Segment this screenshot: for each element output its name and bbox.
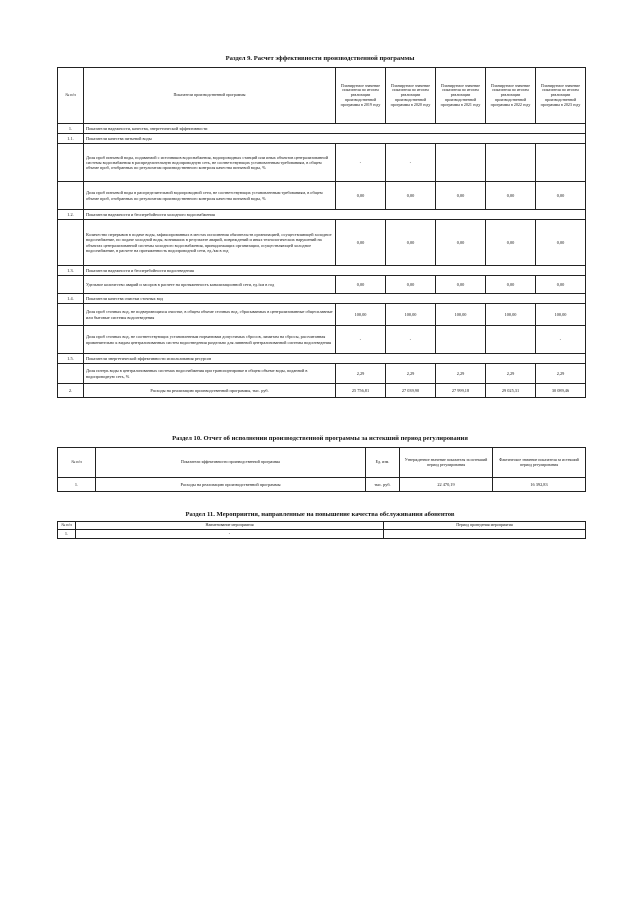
row-value-2020: 0,00 bbox=[386, 182, 436, 210]
row-value-2020: - bbox=[386, 144, 436, 182]
section-11-title: Раздел 11. Мероприятия, направленные на повышение качества обслуживания абонентов bbox=[185, 511, 455, 518]
row-number bbox=[58, 364, 84, 384]
row-value-2021: 2,29 bbox=[436, 364, 486, 384]
section-10-heading-wrap bbox=[0, 435, 640, 442]
report-table bbox=[57, 447, 586, 492]
row-value-2019: 0,00 bbox=[336, 220, 386, 266]
row-value-2019: 25 756,81 bbox=[336, 384, 386, 398]
measures-col-period: Период проведения мероприятия bbox=[384, 522, 586, 530]
table-row bbox=[58, 530, 586, 539]
row-indicator: Показатели качества питьевой воды bbox=[84, 134, 586, 144]
row-value-2020: - bbox=[386, 326, 436, 354]
row-value-2022: 0,00 bbox=[486, 220, 536, 266]
row-indicator: Доля потерь воды в централизованных системах водоснабжения при транспортировке в общем объеме воды, поданной в водопроводную сеть, % bbox=[84, 364, 336, 384]
table-row bbox=[58, 364, 586, 384]
table-row bbox=[58, 276, 586, 294]
row-indicator: Удельное количество аварий и засоров в расчете на протяженность канализационной сети, ед./км в год bbox=[84, 276, 336, 294]
report-col-indicator: Показатели эффективности производственной программы bbox=[96, 448, 366, 478]
row-value-2019: 0,00 bbox=[336, 276, 386, 294]
col-2022-header: Планируемое значение показателя по итогам реализации производственной программы в 2022 году bbox=[486, 68, 536, 124]
row-value-2020: 2,29 bbox=[386, 364, 436, 384]
row-value-2020: 27 039,90 bbox=[386, 384, 436, 398]
row-number bbox=[58, 326, 84, 354]
section-11-heading-wrap bbox=[0, 511, 640, 518]
col-2019-header: Планируемое значение показателя по итогам реализации производственной программы в 2019 году bbox=[336, 68, 386, 124]
row-indicator: Количество перерывов в подаче воды, зафиксированных в местах исполнения обязательств организацией, осуществляющей холодное водоснабжение, по подаче холодной воды, возникших в результате аварий, повреждений и иных технологических нарушений на объектах централизованной системы холодного водоснабжения, принадлежащих организации, осуществляющей холодное водоснабжение, в расчете на протяженность водопроводной сети, ед./км в год bbox=[84, 220, 336, 266]
report-row-num: 1. bbox=[58, 478, 96, 492]
table-row bbox=[58, 124, 586, 134]
row-value-2019: 0,00 bbox=[336, 182, 386, 210]
table-row bbox=[58, 294, 586, 304]
table-row bbox=[58, 304, 586, 326]
table-row bbox=[58, 478, 586, 492]
col-2020-header: Планируемое значение показателя по итогам реализации производственной программы в 2020 году bbox=[386, 68, 436, 124]
row-value-2021: 27 999,18 bbox=[436, 384, 486, 398]
row-value-2021: 0,00 bbox=[436, 220, 486, 266]
report-row-label: Расходы на реализацию производственной программы bbox=[96, 478, 366, 492]
row-value-2020: 0,00 bbox=[386, 276, 436, 294]
row-number: 1.4. bbox=[58, 294, 84, 304]
row-value-2019: - bbox=[336, 326, 386, 354]
row-value-2021: 100,00 bbox=[436, 304, 486, 326]
row-value-2021: 0,00 bbox=[436, 182, 486, 210]
row-value-2019: 100,00 bbox=[336, 304, 386, 326]
efficiency-table-body bbox=[58, 124, 586, 398]
row-value-2023: 30 089,46 bbox=[536, 384, 586, 398]
row-value-2022: 29 025,31 bbox=[486, 384, 536, 398]
table-row bbox=[58, 354, 586, 364]
row-value-2022: 2,29 bbox=[486, 364, 536, 384]
table-row bbox=[58, 144, 586, 182]
row-number bbox=[58, 304, 84, 326]
row-number bbox=[58, 220, 84, 266]
row-value-2022: 0,00 bbox=[486, 182, 536, 210]
table-row bbox=[58, 326, 586, 354]
row-value-2023: 0,00 bbox=[536, 182, 586, 210]
row-value-2022 bbox=[486, 326, 536, 354]
table-row bbox=[58, 220, 586, 266]
report-col-planned: Утвержденное значение показателя за истекший период регулирования bbox=[400, 448, 493, 478]
measures-header-row bbox=[58, 522, 586, 530]
report-col-actual: Фактическое значение показателя за истекший период регулирования bbox=[493, 448, 586, 478]
efficiency-table bbox=[57, 67, 586, 398]
section-9-title: Раздел 9. Расчет эффективности производственной программы bbox=[225, 55, 415, 62]
row-indicator: Доля проб питьевой воды, подаваемой с источников водоснабжения, водопроводных станций или иных объектов централизованной системы водоснабжения в распределительную водопроводную сеть, не соответствующих установленным требованиям, в общем объеме проб, отобранных по результатам производственного контроля качества питьевой воды, % bbox=[84, 144, 336, 182]
row-indicator: Показатели надежности и бесперебойности холодного водоснабжения bbox=[84, 210, 586, 220]
row-value-2023 bbox=[536, 144, 586, 182]
row-number: 1.5. bbox=[58, 354, 84, 364]
measures-row-name: - bbox=[76, 530, 384, 539]
table-row bbox=[58, 182, 586, 210]
section-9-heading-wrap bbox=[0, 55, 640, 62]
table-row bbox=[58, 210, 586, 220]
col-num-header: № п/п bbox=[58, 68, 84, 124]
row-indicator: Показатели качества очистки сточных вод bbox=[84, 294, 586, 304]
row-indicator: Доля проб питьевой воды в распределительной водопроводной сети, не соответствующих установленным требованиям, в общем объеме проб, отобранных по результатам производственного контроля качества питьевой воды, % bbox=[84, 182, 336, 210]
row-value-2022 bbox=[486, 144, 536, 182]
measures-table bbox=[57, 521, 586, 539]
row-number bbox=[58, 144, 84, 182]
row-indicator: Показатели надежности и бесперебойности водоотведения bbox=[84, 266, 586, 276]
table-row bbox=[58, 266, 586, 276]
row-value-2023: 0,00 bbox=[536, 276, 586, 294]
row-value-2023: - bbox=[536, 326, 586, 354]
report-col-num: № п/п bbox=[58, 448, 96, 478]
row-number bbox=[58, 182, 84, 210]
row-number: 1. bbox=[58, 124, 84, 134]
col-indicator-header: Показатели производственной программы bbox=[84, 68, 336, 124]
row-indicator: Доля проб сточных вод, не соответствующих установленным нормативам допустимых сбросов, лимитам на сбросы, рассчитанная применительно к видам централизованных систем водоотведения раздельно для ливневой централизованной системы водоотведения bbox=[84, 326, 336, 354]
row-value-2020: 0,00 bbox=[386, 220, 436, 266]
row-indicator: Расходы на реализацию производственной программы, тыс. руб. bbox=[84, 384, 336, 398]
report-row-unit: тыс. руб. bbox=[366, 478, 400, 492]
measures-col-num: № п/п bbox=[58, 522, 76, 530]
row-number: 1.3. bbox=[58, 266, 84, 276]
table-row bbox=[58, 384, 586, 398]
report-row-planned: 22 470,19 bbox=[400, 478, 493, 492]
row-value-2022: 100,00 bbox=[486, 304, 536, 326]
report-col-unit: Ед. изм. bbox=[366, 448, 400, 478]
efficiency-header-row bbox=[58, 68, 586, 124]
row-number bbox=[58, 276, 84, 294]
row-value-2023: 2,29 bbox=[536, 364, 586, 384]
row-value-2021 bbox=[436, 326, 486, 354]
col-2021-header: Планируемое значение показателя по итогам реализации производственной программы в 2021 году bbox=[436, 68, 486, 124]
row-value-2023: 0,00 bbox=[536, 220, 586, 266]
row-number: 2. bbox=[58, 384, 84, 398]
report-row-actual: 16 392,83 bbox=[493, 478, 586, 492]
measures-col-name: Наименование мероприятия bbox=[76, 522, 384, 530]
col-2023-header: Планируемое значение показателя по итогам реализации производственной программы в 2023 году bbox=[536, 68, 586, 124]
measures-row-period bbox=[384, 530, 586, 539]
row-indicator: Доля проб сточных вод, не подвергающихся очистке, в общем объеме сточных вод, сбрасываемых в централизованные общесплавные или бытовые системы водоотведения bbox=[84, 304, 336, 326]
row-value-2019: - bbox=[336, 144, 386, 182]
row-value-2019: 2,29 bbox=[336, 364, 386, 384]
row-value-2023: 100,00 bbox=[536, 304, 586, 326]
row-value-2021: 0,00 bbox=[436, 276, 486, 294]
row-value-2020: 100,00 bbox=[386, 304, 436, 326]
section-10-title: Раздел 10. Отчет об исполнении производственной программы за истекший период регулирования bbox=[172, 435, 468, 442]
row-value-2021 bbox=[436, 144, 486, 182]
report-header-row bbox=[58, 448, 586, 478]
measures-row-num: 1. bbox=[58, 530, 76, 539]
row-number: 1.2. bbox=[58, 210, 84, 220]
table-row bbox=[58, 134, 586, 144]
row-number: 1.1. bbox=[58, 134, 84, 144]
row-indicator: Показатели надежности, качества, энергетической эффективности bbox=[84, 124, 586, 134]
row-value-2022: 0,00 bbox=[486, 276, 536, 294]
row-indicator: Показатели энергетической эффективности использования ресурсов bbox=[84, 354, 586, 364]
